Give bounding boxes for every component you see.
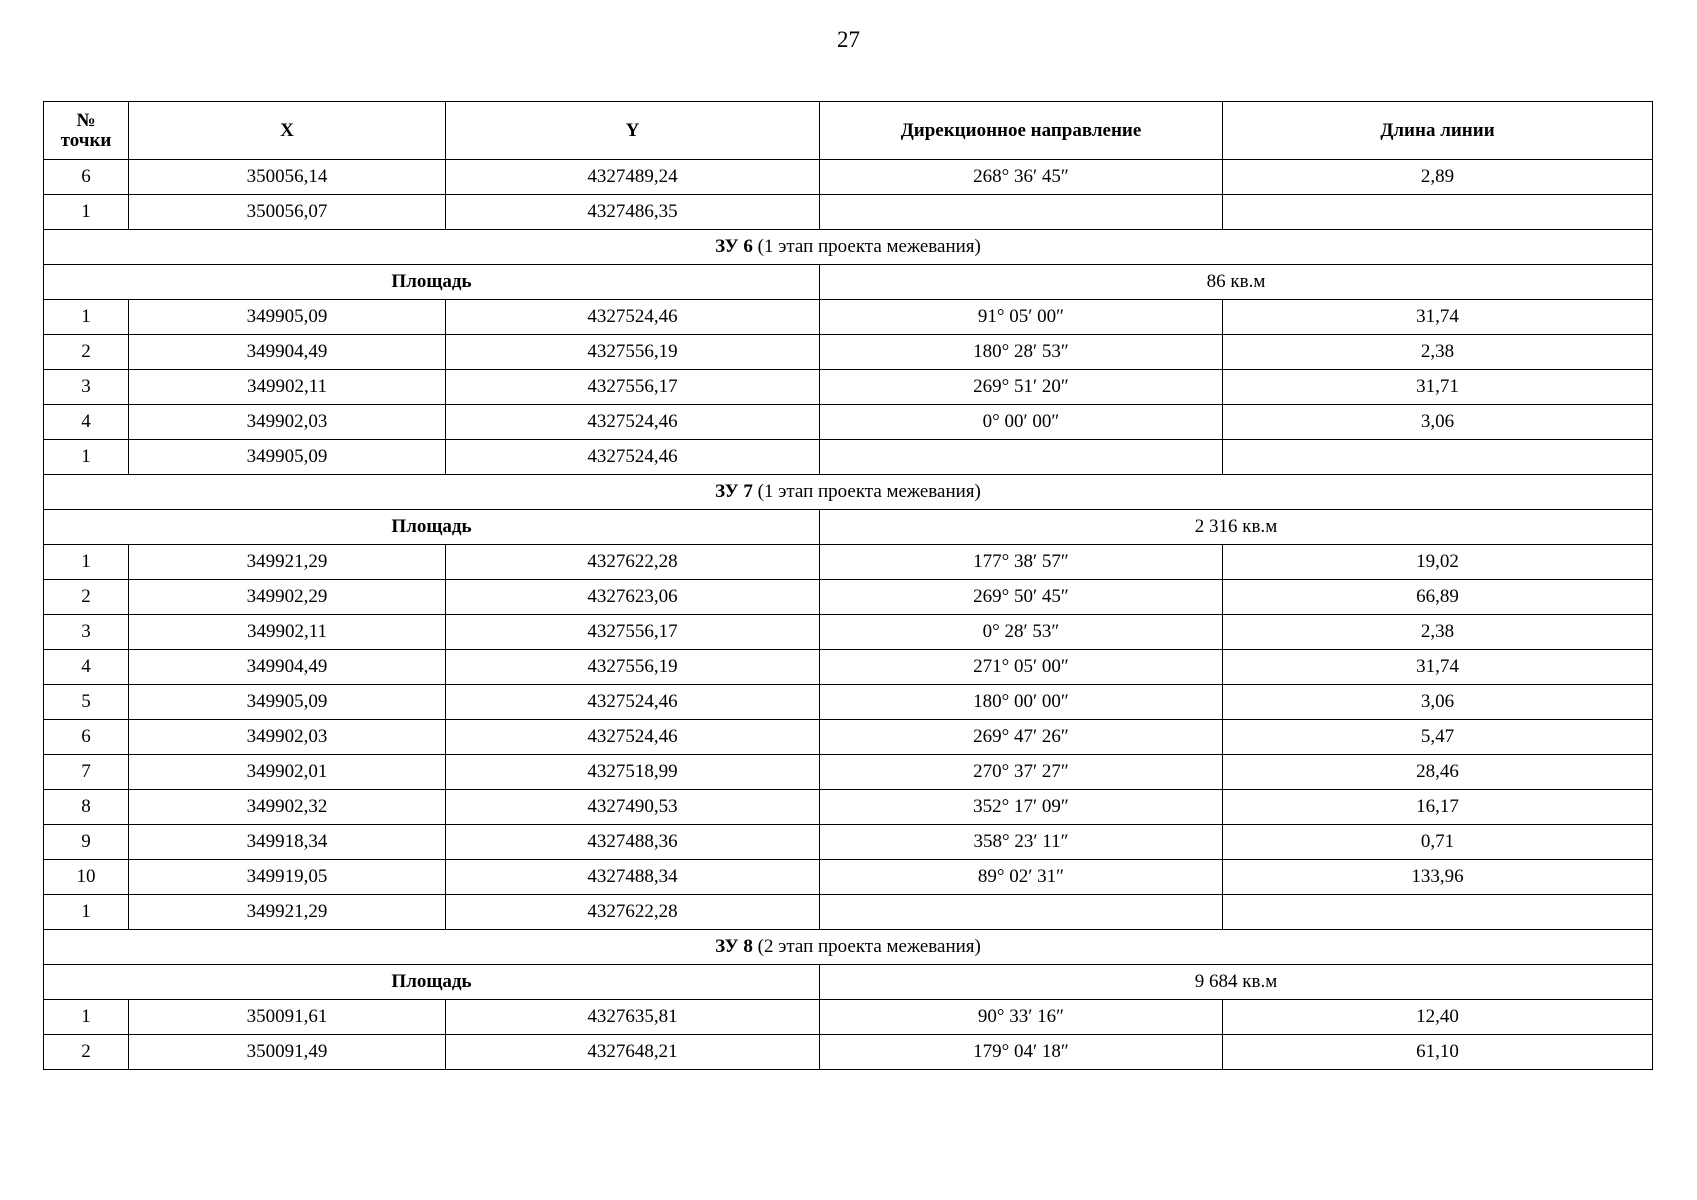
x-coordinate-cell: 349904,49 — [129, 335, 446, 370]
point-number-cell: 9 — [44, 825, 129, 860]
y-coordinate-cell: 4327622,28 — [446, 895, 820, 930]
x-coordinate-cell: 349902,01 — [129, 755, 446, 790]
direction-cell: 0° 28′ 53″ — [820, 615, 1223, 650]
length-cell: 31,74 — [1223, 650, 1653, 685]
section-title — [44, 230, 1653, 265]
coordinates-table — [43, 101, 1653, 1070]
y-coordinate-cell: 4327556,17 — [446, 615, 820, 650]
table-body — [44, 160, 1653, 1070]
length-cell: 28,46 — [1223, 755, 1653, 790]
direction-cell — [820, 440, 1223, 475]
length-cell: 3,06 — [1223, 685, 1653, 720]
table-row — [44, 545, 1653, 580]
y-coordinate-cell: 4327486,35 — [446, 195, 820, 230]
direction-cell: 268° 36′ 45″ — [820, 160, 1223, 195]
table-row — [44, 160, 1653, 195]
header-num-line2: точки — [60, 129, 112, 151]
section-title — [44, 930, 1653, 965]
length-cell: 2,89 — [1223, 160, 1653, 195]
point-number-cell: 3 — [44, 370, 129, 405]
header-length: Длина линии — [1223, 102, 1653, 160]
y-coordinate-cell: 4327524,46 — [446, 440, 820, 475]
point-number-cell: 6 — [44, 720, 129, 755]
direction-cell: 91° 05′ 00″ — [820, 300, 1223, 335]
table-row — [44, 300, 1653, 335]
table-row — [44, 720, 1653, 755]
x-coordinate-cell: 349902,32 — [129, 790, 446, 825]
length-cell: 2,38 — [1223, 335, 1653, 370]
table-row — [44, 370, 1653, 405]
area-label: Площадь — [44, 510, 820, 545]
point-number-cell: 1 — [44, 895, 129, 930]
x-coordinate-cell: 349921,29 — [129, 895, 446, 930]
length-cell — [1223, 440, 1653, 475]
point-number-cell: 1 — [44, 300, 129, 335]
y-coordinate-cell: 4327556,17 — [446, 370, 820, 405]
direction-cell: 90° 33′ 16″ — [820, 1000, 1223, 1035]
length-cell: 31,74 — [1223, 300, 1653, 335]
length-cell: 133,96 — [1223, 860, 1653, 895]
section-title — [44, 475, 1653, 510]
x-coordinate-cell: 349921,29 — [129, 545, 446, 580]
x-coordinate-cell: 349905,09 — [129, 685, 446, 720]
x-coordinate-cell: 349905,09 — [129, 300, 446, 335]
section-row — [44, 930, 1653, 965]
direction-cell: 180° 00′ 00″ — [820, 685, 1223, 720]
direction-cell: 177° 38′ 57″ — [820, 545, 1223, 580]
table-row — [44, 860, 1653, 895]
direction-cell: 179° 04′ 18″ — [820, 1035, 1223, 1070]
table-row — [44, 405, 1653, 440]
y-coordinate-cell: 4327524,46 — [446, 720, 820, 755]
length-cell: 66,89 — [1223, 580, 1653, 615]
length-cell: 19,02 — [1223, 545, 1653, 580]
table-row — [44, 615, 1653, 650]
section-row — [44, 230, 1653, 265]
table-row — [44, 195, 1653, 230]
table-row — [44, 755, 1653, 790]
point-number-cell: 2 — [44, 335, 129, 370]
header-row — [44, 102, 1653, 160]
table-header — [44, 102, 1653, 160]
direction-cell: 358° 23′ 11″ — [820, 825, 1223, 860]
length-cell: 16,17 — [1223, 790, 1653, 825]
y-coordinate-cell: 4327524,46 — [446, 405, 820, 440]
direction-cell: 0° 00′ 00″ — [820, 405, 1223, 440]
direction-cell: 269° 47′ 26″ — [820, 720, 1223, 755]
table-row — [44, 685, 1653, 720]
direction-cell: 271° 05′ 00″ — [820, 650, 1223, 685]
y-coordinate-cell: 4327518,99 — [446, 755, 820, 790]
table-row — [44, 335, 1653, 370]
header-point-number — [44, 102, 129, 160]
header-y: Y — [446, 102, 820, 160]
y-coordinate-cell: 4327489,24 — [446, 160, 820, 195]
direction-cell: 89° 02′ 31″ — [820, 860, 1223, 895]
x-coordinate-cell: 349919,05 — [129, 860, 446, 895]
direction-cell: 352° 17′ 09″ — [820, 790, 1223, 825]
y-coordinate-cell: 4327524,46 — [446, 300, 820, 335]
table-row — [44, 650, 1653, 685]
section-name: ЗУ 7 — [715, 481, 753, 502]
header-num-line1: № — [76, 109, 96, 131]
x-coordinate-cell: 349902,03 — [129, 405, 446, 440]
header-x: X — [129, 102, 446, 160]
section-note: (2 этап проекта межевания) — [752, 936, 981, 957]
area-value: 86 кв.м — [820, 265, 1653, 300]
section-name: ЗУ 8 — [715, 936, 753, 957]
point-number-cell: 6 — [44, 160, 129, 195]
table-row — [44, 825, 1653, 860]
x-coordinate-cell: 349905,09 — [129, 440, 446, 475]
point-number-cell: 7 — [44, 755, 129, 790]
x-coordinate-cell: 350091,49 — [129, 1035, 446, 1070]
y-coordinate-cell: 4327556,19 — [446, 650, 820, 685]
section-note: (1 этап проекта межевания) — [752, 481, 981, 502]
area-label: Площадь — [44, 965, 820, 1000]
page-number: 27 — [837, 27, 860, 52]
point-number-cell: 1 — [44, 440, 129, 475]
table-row — [44, 1035, 1653, 1070]
y-coordinate-cell: 4327556,19 — [446, 335, 820, 370]
area-value: 2 316 кв.м — [820, 510, 1653, 545]
x-coordinate-cell: 350091,61 — [129, 1000, 446, 1035]
point-number-cell: 4 — [44, 405, 129, 440]
length-cell: 12,40 — [1223, 1000, 1653, 1035]
point-number-cell: 2 — [44, 580, 129, 615]
x-coordinate-cell: 349902,03 — [129, 720, 446, 755]
x-coordinate-cell: 350056,14 — [129, 160, 446, 195]
x-coordinate-cell: 349902,11 — [129, 370, 446, 405]
area-label: Площадь — [44, 265, 820, 300]
x-coordinate-cell: 350056,07 — [129, 195, 446, 230]
y-coordinate-cell: 4327488,34 — [446, 860, 820, 895]
length-cell: 5,47 — [1223, 720, 1653, 755]
y-coordinate-cell: 4327635,81 — [446, 1000, 820, 1035]
area-row — [44, 265, 1653, 300]
length-cell — [1223, 195, 1653, 230]
point-number-cell: 1 — [44, 1000, 129, 1035]
point-number-cell: 10 — [44, 860, 129, 895]
direction-cell — [820, 895, 1223, 930]
length-cell: 0,71 — [1223, 825, 1653, 860]
direction-cell: 269° 51′ 20″ — [820, 370, 1223, 405]
y-coordinate-cell: 4327488,36 — [446, 825, 820, 860]
length-cell: 61,10 — [1223, 1035, 1653, 1070]
x-coordinate-cell: 349918,34 — [129, 825, 446, 860]
y-coordinate-cell: 4327623,06 — [446, 580, 820, 615]
y-coordinate-cell: 4327622,28 — [446, 545, 820, 580]
x-coordinate-cell: 349904,49 — [129, 650, 446, 685]
y-coordinate-cell: 4327648,21 — [446, 1035, 820, 1070]
table-row — [44, 580, 1653, 615]
length-cell: 31,71 — [1223, 370, 1653, 405]
x-coordinate-cell: 349902,29 — [129, 580, 446, 615]
table-row — [44, 790, 1653, 825]
section-name: ЗУ 6 — [715, 236, 753, 257]
point-number-cell: 4 — [44, 650, 129, 685]
point-number-cell: 8 — [44, 790, 129, 825]
direction-cell — [820, 195, 1223, 230]
table-row — [44, 895, 1653, 930]
length-cell — [1223, 895, 1653, 930]
point-number-cell: 1 — [44, 545, 129, 580]
area-row — [44, 510, 1653, 545]
y-coordinate-cell: 4327490,53 — [446, 790, 820, 825]
point-number-cell: 3 — [44, 615, 129, 650]
section-row — [44, 475, 1653, 510]
direction-cell: 269° 50′ 45″ — [820, 580, 1223, 615]
table-row — [44, 1000, 1653, 1035]
point-number-cell: 5 — [44, 685, 129, 720]
length-cell: 2,38 — [1223, 615, 1653, 650]
x-coordinate-cell: 349902,11 — [129, 615, 446, 650]
table-row — [44, 440, 1653, 475]
y-coordinate-cell: 4327524,46 — [446, 685, 820, 720]
point-number-cell: 2 — [44, 1035, 129, 1070]
direction-cell: 180° 28′ 53″ — [820, 335, 1223, 370]
point-number-cell: 1 — [44, 195, 129, 230]
area-row — [44, 965, 1653, 1000]
area-value: 9 684 кв.м — [820, 965, 1653, 1000]
section-note: (1 этап проекта межевания) — [752, 236, 981, 257]
length-cell: 3,06 — [1223, 405, 1653, 440]
header-direction: Дирекционное направление — [820, 102, 1223, 160]
direction-cell: 270° 37′ 27″ — [820, 755, 1223, 790]
